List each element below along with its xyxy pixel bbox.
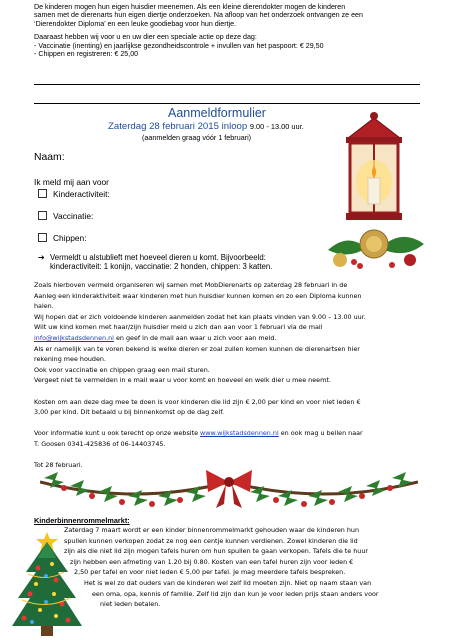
body-line: Kosten om aan deze dag mee te doen is voor kinderen die lid zijn € 2,00 per kind en voor niet leden € (34, 397, 361, 406)
checkbox[interactable] (38, 189, 47, 198)
option-chippen[interactable]: Chippen: (34, 233, 87, 243)
intro-line: De kinderen mogen hun eigen huisdier meenemen. Als een kleine dierendokter mogen de kinderen (34, 3, 346, 11)
intro-line: ‘Dierendokter Diploma’ en een leuke goodiebag voor hun diertje. (34, 19, 237, 28)
body-line: Wij hopen dat er zich voldoende kinderen aanmelden zodat het kan plaats vinden van 9.00 – 13.00 uur. (34, 312, 366, 321)
body-line: T. Goosen 0341-425836 of 06-14403745. (34, 439, 166, 448)
website-link[interactable]: www.wijkstadsdennen.nl (200, 429, 279, 438)
arrow-right-icon: ➔ (38, 253, 45, 262)
body-line: Zoals hierboven vermeld organiseren wij samen met MobDierenarts op zaterdag 28 februari in de (34, 281, 348, 289)
mention-line: kinderactiviteit: 1 konijn, vaccinatie: 2 honden, chippen: 3 katten. (50, 262, 273, 272)
body-text (34, 280, 434, 471)
option-vaccinatie[interactable]: Vaccinatie: (34, 211, 93, 221)
market-line: Zaterdag 7 maart wordt er een kinder binnenrommelmarkt gehouden waar de kinderen hun (64, 526, 360, 534)
checkbox[interactable] (38, 211, 47, 220)
form-date-time: 9.00 - 13.00 uur. (249, 122, 304, 131)
lantern-illustration (318, 110, 430, 282)
market-line: een oma, opa, kennis of familie. Zelf lid zijn dan kun je voor leden prijs staan anders voor (92, 589, 379, 598)
christmas-tree-illustration (8, 528, 86, 638)
email-link[interactable]: info@wijkstadsdennen.nl (34, 333, 114, 342)
market-line: zijn hebben een afmeting van 1.20 bij 0.80. Kosten van een tafel huren zijn voor leden € (70, 557, 354, 566)
form-date (108, 121, 304, 132)
body-line: halen. (34, 302, 54, 311)
holly-garland (40, 466, 418, 510)
body-line: rekening mee houden. (34, 355, 106, 364)
body-line: Ook voor vaccinatie en chippen graag een mail sturen. (34, 365, 210, 374)
mention-line: Vermeldt u alstublieft met hoeveel dieren u komt. Bijvoorbeeld: (50, 253, 266, 262)
market-line: niet leden betalen. (100, 600, 161, 609)
checkbox[interactable] (38, 233, 47, 242)
price-vaccination: - Vaccinatie (inenting) en jaarlijkse gezondheidscontrole + invullen van het paspoort: € 29,50 (34, 41, 324, 50)
form-date-main: Zaterdag 28 februari 2015 inloop (108, 121, 248, 132)
market-title: Kinderbinnenrommelmarkt: (34, 516, 130, 525)
body-line: Wilt uw kind komen met haar/zijn huisdier meld u zich dan aan voor 1 februari via de mail (34, 323, 323, 332)
market-line: 2,50 per tafel en voor niet leden € 5,00 per tafel. Je mag meerdere tafels bespreken. (74, 568, 346, 577)
option-kinderactiviteit[interactable]: Kinderactiviteit: (34, 189, 110, 199)
divider (34, 84, 420, 85)
intro-block (34, 3, 414, 58)
name-label: Naam: (34, 152, 65, 163)
body-line: Als er namelijk van te voren bekend is welke dieren er zoal zullen komen kunnen de dierenartsen hier (34, 344, 360, 353)
body-line: 3,00 per kind. Dit betaald u bij binnenkomst op de dag zelf. (34, 408, 225, 417)
market-line: Het is wel zo dat ouders van de kinderen wel zelf lid moeten zijn. Niet op naam staan van (84, 578, 372, 587)
form-title: Aanmeldformulier (168, 106, 266, 120)
divider (34, 103, 420, 104)
price-chipping: - Chippen en registreren: € 25,00 (34, 50, 139, 59)
body-line: info@wijkstadsdennen.nl en geef in de mail aan waar u zich voor aan meld. (34, 333, 277, 342)
body-line: Vergeet niet te vermelden in e mail waar u voor komt en hoeveel en welk dier u mee neemt. (34, 376, 331, 385)
body-line: Aanleg een kinderaktiviteit waar kinderen met hun huisdier kunnen komen en zo een Diploma kunnen (34, 291, 362, 300)
intro-line: Daaraast hebben wij voor u en uw dier een speciale actie op deze dag: (34, 33, 257, 42)
form-note: (aanmelden graag vóór 1 februari) (142, 133, 252, 142)
market-line: zijn als die niet lid zijn mogen tafels huren om hun spullen te gaan verkopen. Tafels die te huur (64, 547, 369, 556)
intro-line: samen met de dierenarts hun eigen diertje onderzoeken. Na afloop van het onderzoek ontvangen ze een (34, 11, 363, 20)
market-line: spullen kunnen verkopen zodat ze nog een centje kunnen verdienen. Zowel kinderen die lid (64, 536, 358, 545)
signup-label: Ik meld mij aan voor (34, 177, 109, 187)
body-line: Voor informatie kunt u ook terecht op onze website www.wijkstadsdennen.nl en ook mag u bellen naar (34, 429, 363, 438)
body-line: Tot 28 februari. (34, 461, 83, 470)
